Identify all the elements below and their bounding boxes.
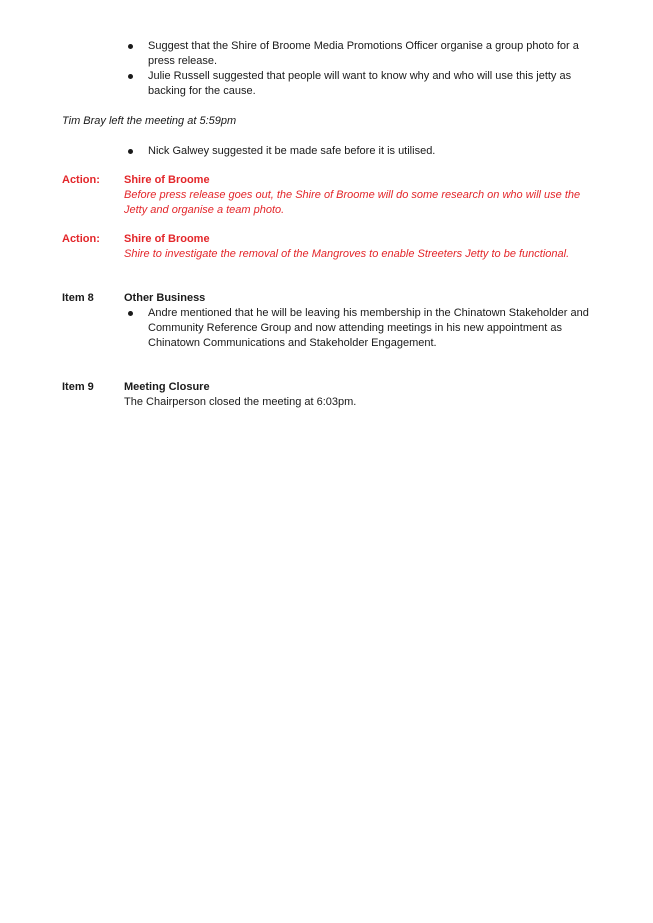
item-heading: Other Business [124, 292, 206, 304]
item8-bullet-list [124, 306, 594, 351]
list-item [124, 39, 594, 69]
bullet-icon [128, 311, 133, 316]
action-label: Action: [62, 233, 100, 245]
action-label: Action: [62, 174, 100, 186]
item-text: The Chairperson closed the meeting at 6:03pm. [124, 396, 357, 408]
bullet-icon [128, 74, 133, 79]
action-text: Before press release goes out, the Shire of Broome will do some research on who will use the Jetty and organise a team photo. [124, 189, 581, 216]
action-owner: Shire of Broome [124, 174, 210, 186]
intro-bullet-list [124, 39, 594, 99]
list-item [124, 144, 594, 159]
bullet-text: Nick Galwey suggested it be made safe before it is utilised. [148, 145, 436, 157]
action-text: Shire to investigate the removal of the Mangroves to enable Streeters Jetty to be functional. [124, 248, 570, 260]
bullet-icon [128, 149, 133, 154]
action-owner: Shire of Broome [124, 233, 210, 245]
list-item [124, 306, 594, 351]
item-number: Item 9 [62, 381, 94, 393]
meeting-note: Tim Bray left the meeting at 5:59pm [62, 115, 237, 127]
item-heading: Meeting Closure [124, 381, 210, 393]
bullet-text: Julie Russell suggested that people will want to know why and who will use this jetty as backing for the cause. [148, 70, 572, 97]
followup-bullet-list [124, 144, 594, 159]
item-number: Item 8 [62, 292, 94, 304]
bullet-icon [128, 44, 133, 49]
bullet-text: Suggest that the Shire of Broome Media Promotions Officer organise a group photo for a press release. [148, 40, 579, 67]
bullet-text: Andre mentioned that he will be leaving his membership in the Chinatown Stakeholder and Community Reference Group and now attending meetings in his new appointment as Chinatown Communications and Stakeholder Engagement. [148, 307, 589, 349]
list-item [124, 69, 594, 99]
